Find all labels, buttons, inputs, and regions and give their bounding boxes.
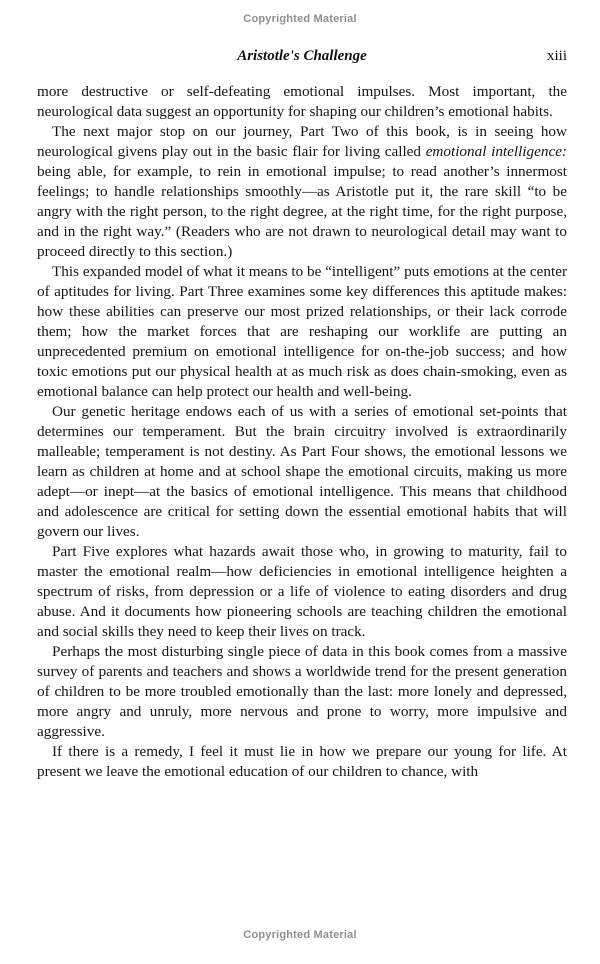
text-run: more destructive or self-defeating emotional impulses. Most important, the neurological data suggest an opportunity for shaping our children’s emotional habits. xyxy=(37,83,567,120)
text-run: The next major stop on our journey, Part Two of this book, is in seeing how neurological givens play out in the basic flair for living called xyxy=(37,123,567,160)
copyright-notice-top: Copyrighted Material xyxy=(243,13,357,25)
paragraph xyxy=(37,742,567,782)
running-head-title: Aristotle's Challenge xyxy=(237,48,367,64)
paragraph xyxy=(37,402,567,542)
text-run: If there is a remedy, I feel it must lie in how we prepare our young for life. At present we leave the emotional education of our children to chance, with xyxy=(37,743,567,780)
running-head-row xyxy=(37,48,567,68)
text-run: This expanded model of what it means to be “intelligent” puts emotions at the center of aptitudes for living. Part Three examines some key differences this aptitude makes: how these abilities can preserve our most prized relationships, or their lack corrode them; how the market forces that are reshaping our worklife are putting an unprecedented premium on emotional intelligence for on-the-job success; and how toxic emotions put our physical health at as much risk as does chain-smoking, even as emotional balance can help protect our health and well-being. xyxy=(37,263,567,400)
text-run: being able, for example, to rein in emotional impulse; to read another’s innermost feelings; to handle relationships smoothly—as Aristotle put it, the rare skill “to be angry with the right person, to the right degree, at the right time, for the right purpose, and in the right way.” (Readers who are not drawn to neurological detail may want to proceed directly to this section.) xyxy=(37,163,567,260)
text-run: Part Five explores what hazards await those who, in growing to maturity, fail to master the emotional realm—how deficiencies in emotional intelligence heighten a spectrum of risks, from depression or a life of violence to eating disorders and drug abuse. And it documents how pioneering schools are teaching children the emotional and social skills they need to keep their lives on track. xyxy=(37,543,567,640)
paragraph xyxy=(37,642,567,742)
text-run: Perhaps the most disturbing single piece of data in this book comes from a massive survey of parents and teachers and shows a worldwide trend for the present generation of children to be more troubled emotionally than the last: more lonely and depressed, more angry and unruly, more nervous and prone to worry, more impulsive and aggressive. xyxy=(37,643,567,740)
body-text xyxy=(37,82,567,782)
paragraph xyxy=(37,122,567,262)
paragraph xyxy=(37,542,567,642)
copyright-notice-bottom: Copyrighted Material xyxy=(243,929,357,941)
paragraph xyxy=(37,262,567,402)
paragraph xyxy=(37,82,567,122)
italic-text-run: emotional intelligence: xyxy=(425,143,567,160)
text-run: Our genetic heritage endows each of us with a series of emotional set-points that determines our temperament. But the brain circuitry involved is extraordinarily malleable; temperament is not destiny. As Part Four shows, the emotional lessons we learn as children at home and at school shape the emotional circuits, making us more adept—or inept—at the basics of emotional intelligence. This means that childhood and adolescence are critical for setting down the essential emotional habits that will govern our lives. xyxy=(37,403,567,540)
page-number: xiii xyxy=(546,48,567,64)
